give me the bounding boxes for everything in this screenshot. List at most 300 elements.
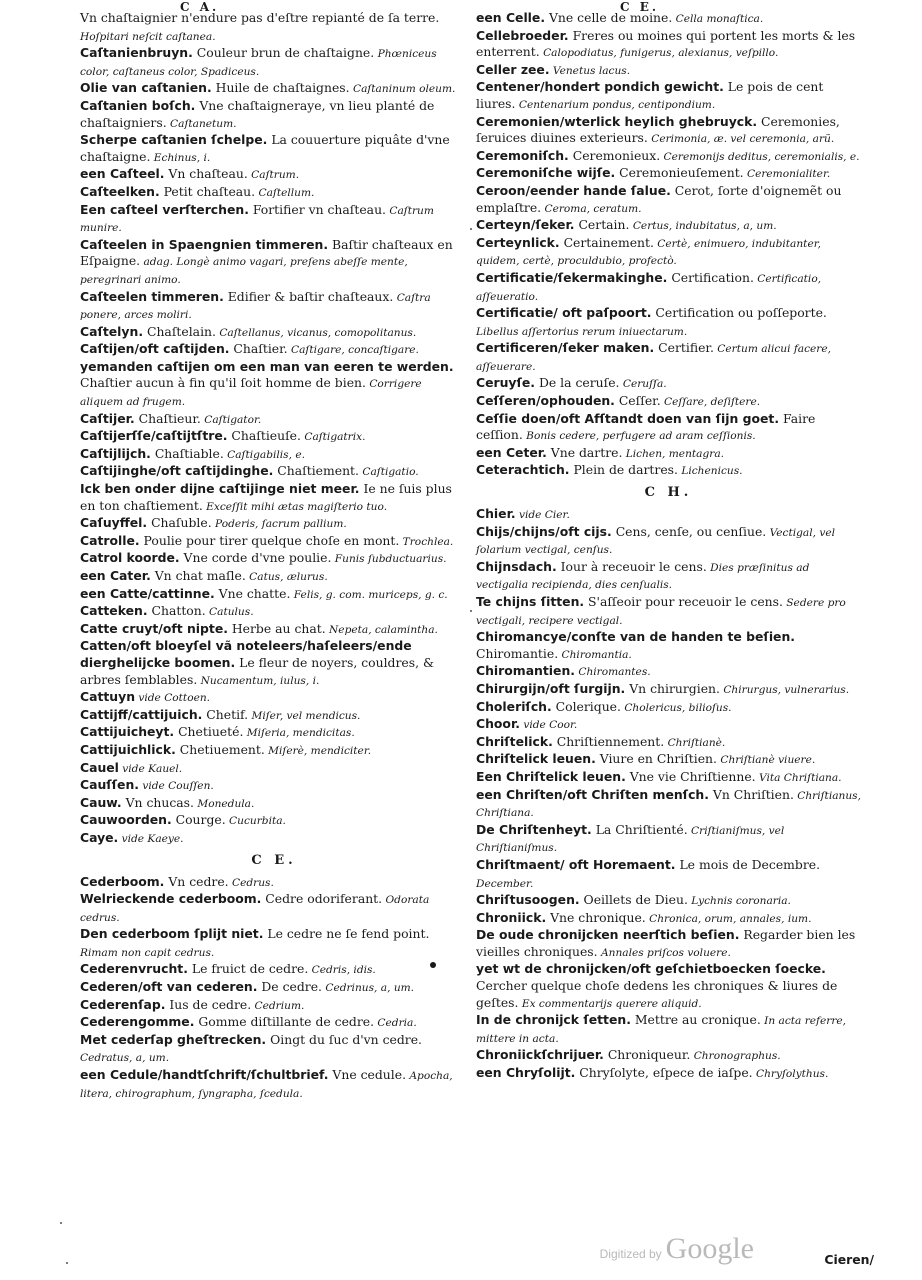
- latin-gloss: Cedris, idis.: [308, 964, 376, 977]
- dictionary-entry: [80, 621, 468, 639]
- latin-gloss: Caſtigatio.: [358, 466, 419, 479]
- headword: Chirurgijn/oft ſurgijn.: [476, 680, 626, 696]
- dictionary-entry: [80, 481, 468, 515]
- french-gloss: Iour à receuoir le cens.: [556, 558, 707, 574]
- latin-gloss: Cedratus, a, um.: [80, 1052, 170, 1065]
- headword: Certeynlick.: [476, 234, 560, 250]
- french-gloss: Vn chirurgien.: [625, 680, 720, 696]
- latin-gloss: Catus, ælurus.: [245, 571, 328, 583]
- headword: Cederen/oft van cederen.: [80, 979, 258, 995]
- headword: Ceſſeren/ophouden.: [476, 393, 615, 409]
- french-gloss: Chetiuement.: [175, 741, 265, 757]
- latin-gloss: Hoſpitari neſcit caſtanea.: [80, 30, 216, 43]
- headword: Een caſteel verſterchen.: [80, 201, 249, 217]
- headword: een Catte/cattinne.: [80, 585, 215, 601]
- headword: Caſtelyn.: [80, 323, 144, 339]
- latin-gloss: Lychnis coronaria.: [687, 895, 791, 908]
- dictionary-entry: [476, 594, 861, 629]
- french-gloss: Certifier.: [654, 340, 714, 356]
- french-gloss: Ceremonieux.: [568, 147, 661, 163]
- dictionary-entry: [80, 926, 468, 961]
- latin-gloss: Poderis, ſacrum pallium.: [211, 518, 347, 531]
- headword: Certificatie/ oft paſpoort.: [476, 305, 652, 321]
- french-gloss: Vn chaſtaignier n'endure pas d'eſtre repianté de ſa terre.: [80, 10, 440, 25]
- latin-gloss: Chiromantia.: [558, 648, 632, 661]
- headword: Catrolle.: [80, 532, 140, 548]
- headword: Catten/oft bloeyſel vã noteleers/haſeleers/ende dierghelijcke boomen.: [80, 638, 412, 670]
- french-gloss: Cedre odoriferant.: [261, 891, 383, 907]
- french-gloss: Colerique.: [551, 698, 621, 714]
- french-gloss: Edifier & baſtir chaſteaux.: [223, 288, 394, 304]
- dictionary-entry: [80, 411, 468, 429]
- latin-gloss: Ceruſſa.: [619, 378, 667, 391]
- french-gloss: Vne chronique.: [546, 909, 646, 925]
- dictionary-entry: [476, 148, 861, 166]
- latin-gloss: Vectigal, vel ſolarium vectigal, cenſus.: [476, 526, 835, 557]
- headword: Caſteelken.: [80, 183, 160, 199]
- latin-gloss: Ceremonijs deditus, ceremonialis, e.: [660, 150, 860, 163]
- french-gloss: Vn chat maſle.: [150, 568, 246, 583]
- dictionary-entry: [80, 603, 468, 621]
- dictionary-entry: [476, 910, 861, 928]
- headword: Cauel: [80, 759, 119, 775]
- french-gloss: Certification.: [667, 269, 754, 285]
- latin-gloss: Vita Chriſtiana.: [755, 771, 842, 784]
- latin-gloss: Cedrus.: [228, 876, 274, 889]
- latin-gloss: Chronica, orum, annales, ium.: [645, 912, 812, 925]
- french-gloss: Le fleur de noyers, couldres, & arbres ſemblables.: [80, 654, 434, 687]
- french-gloss: Vne chaſtaigneraye, vn lieu planté de chaſtaigniers.: [80, 97, 435, 130]
- headword: Cauwoorden.: [80, 812, 172, 828]
- headword: yemanden caſtijen om een man van eeren te werden.: [80, 358, 454, 374]
- french-gloss: Chetif.: [202, 706, 249, 722]
- headword: Cattijff/cattijuich.: [80, 706, 203, 722]
- french-gloss: Baſtir chaſteaux en Eſpaigne.: [80, 236, 453, 269]
- french-gloss: Vn Chriſtien.: [708, 786, 794, 802]
- french-gloss: Ius de cedre.: [165, 996, 252, 1012]
- french-gloss: Certain.: [574, 217, 630, 233]
- french-gloss: Oingt du ſuc d'vn cedre.: [266, 1031, 422, 1047]
- headword: Cederengomme.: [80, 1014, 195, 1030]
- dictionary-entry: [80, 289, 468, 324]
- french-gloss: Mettre au cronique.: [630, 1012, 761, 1028]
- french-gloss: Vne celle de moine.: [545, 10, 673, 25]
- dictionary-entry: [476, 1047, 861, 1065]
- headword: Chroniick.: [476, 909, 547, 925]
- french-gloss: Huile de chaſtaignes.: [211, 80, 350, 96]
- headword: een Cater.: [80, 568, 151, 583]
- headword: Caſuyffel.: [80, 515, 148, 531]
- latin-gloss: Chriſtianè viuere.: [716, 754, 816, 767]
- dictionary-entry: [80, 812, 468, 830]
- latin-gloss: Miſer, vel mendicus.: [248, 709, 361, 722]
- dictionary-entry: [80, 10, 468, 45]
- latin-gloss: Caſtanetum.: [166, 117, 237, 130]
- headword: De Chriſtenheyt.: [476, 821, 592, 837]
- headword: Caſtanienbruyn.: [80, 45, 193, 61]
- dictionary-entry: [476, 927, 861, 961]
- dictionary-entry: [80, 724, 468, 742]
- french-gloss: Chriſtiennement.: [552, 733, 665, 749]
- latin-gloss: Cedria.: [374, 1017, 417, 1030]
- latin-gloss: Centenarium pondus, centipondium.: [515, 98, 716, 111]
- dictionary-entry: [476, 217, 861, 235]
- french-gloss: Regarder bien les vieilles chroniques.: [476, 927, 856, 959]
- latin-gloss: Criſtianiſmus, vel Chriſtianiſmus.: [476, 824, 785, 855]
- running-header-right: C E.: [620, 0, 660, 14]
- latin-gloss: vide Kaeye.: [118, 832, 184, 845]
- dictionary-entry: [80, 795, 468, 813]
- headword: een Cedule/handtſchrift/ſchultbrief.: [80, 1067, 329, 1083]
- french-gloss: Couleur brun de chaſtaigne.: [192, 45, 375, 61]
- dictionary-entry: [476, 751, 861, 769]
- dictionary-entry: [80, 777, 468, 795]
- headword: Celler zee.: [476, 61, 550, 77]
- headword: Ceruyſe.: [476, 375, 536, 391]
- headword: Caſteelen in Spaengnien timmeren.: [80, 236, 329, 252]
- headword: Certeyn/ſeker.: [476, 217, 575, 233]
- headword: Ceſſie doen/oft Afſtandt doen van ſijn goet.: [476, 410, 780, 426]
- headword: Olie van caſtanien.: [80, 80, 212, 96]
- latin-gloss: Caſtigabilis, e.: [223, 448, 305, 461]
- headword: een Chriſten/oft Chriſten menſch.: [476, 786, 709, 802]
- dictionary-entry: [476, 10, 861, 28]
- french-gloss: Chaſtier.: [229, 341, 288, 357]
- french-gloss: Petit chaſteau.: [159, 183, 256, 199]
- french-gloss: Vne cedule.: [328, 1067, 407, 1083]
- dictionary-entry: [80, 586, 468, 604]
- headword: Een Chriſtelick leuen.: [476, 768, 626, 784]
- dictionary-entry: [476, 445, 861, 463]
- dictionary-entry: [476, 629, 861, 663]
- latin-gloss: Caſtigatrix.: [300, 431, 366, 444]
- latin-gloss: Exceſſit mihi ætas magiſterio tuo.: [202, 500, 388, 513]
- french-gloss: Chaſtelain.: [143, 323, 216, 339]
- dictionary-entry: [476, 114, 861, 148]
- french-gloss: Vn chucas.: [121, 794, 194, 810]
- speck: [60, 1222, 62, 1224]
- dictionary-entry: [476, 769, 861, 787]
- latin-gloss: Certificatio, aſſeueratio.: [476, 272, 822, 303]
- headword: Ceterachtich.: [476, 462, 570, 478]
- french-gloss: Chiromantie.: [476, 645, 559, 661]
- dictionary-entry: [476, 340, 861, 375]
- dictionary-entry: [476, 1012, 861, 1047]
- latin-gloss: Caſtigator.: [200, 413, 262, 426]
- dictionary-entry: [80, 341, 468, 359]
- dictionary-entry: [80, 45, 468, 80]
- french-gloss: La Chriſtienté.: [591, 821, 688, 837]
- dictionary-entry: [476, 235, 861, 270]
- headword: Caſtijlijch.: [80, 445, 151, 461]
- dictionary-entry: [80, 689, 468, 707]
- dictionary-entry: [80, 550, 468, 568]
- headword: Ceroon/eender hande ſalue.: [476, 182, 671, 198]
- dictionary-entry: [476, 375, 861, 393]
- headword: Caſtijerſſe/caſtijtſtre.: [80, 428, 228, 444]
- headword: yet wt de chronijcken/oft geſchietboecken ſoecke.: [476, 961, 826, 977]
- latin-gloss: Certè, enimuero, indubitanter, quidem, certè, proculdubio, profectò.: [476, 237, 821, 268]
- french-gloss: Certification ou poſſeporte.: [651, 305, 827, 321]
- headword: Chiromantien.: [476, 663, 575, 679]
- dictionary-entry: [476, 270, 861, 305]
- latin-gloss: December.: [476, 877, 534, 890]
- french-gloss: Fortifier vn chaſteau.: [248, 201, 386, 217]
- french-gloss: De cedre.: [257, 979, 322, 995]
- dictionary-entry: [476, 663, 861, 681]
- latin-gloss: Cella monaſtica.: [672, 13, 764, 25]
- latin-gloss: Miſerè, mendiciter.: [264, 744, 372, 757]
- french-gloss: Ie ne ſuis plus en ton chaſtiement.: [80, 481, 452, 513]
- latin-gloss: Ceroma, ceratum.: [541, 202, 642, 215]
- dictionary-entry: [80, 202, 468, 237]
- headword: Choleriſch.: [476, 698, 552, 714]
- french-gloss: Chaſtiement.: [273, 463, 359, 479]
- ink-dot: [430, 962, 436, 968]
- french-gloss: Ceſſer.: [614, 393, 661, 409]
- french-gloss: Chaſtieur.: [134, 410, 201, 426]
- headword: Chier.: [476, 506, 516, 522]
- headword: een Caſteel.: [80, 166, 165, 182]
- dictionary-entry: [80, 874, 468, 892]
- latin-gloss: Certum alicui facere, aſſeuerare.: [476, 343, 831, 373]
- french-gloss: Vne dartre.: [546, 444, 623, 460]
- dictionary-entry: [80, 979, 468, 997]
- latin-gloss: Chryſolythus.: [752, 1068, 829, 1081]
- latin-gloss: Cedrinus, a, um.: [321, 982, 415, 995]
- headword: Chroniickſchrijuer.: [476, 1047, 604, 1063]
- headword: Caye.: [80, 829, 119, 845]
- latin-gloss: Lichen, mentagra.: [622, 447, 725, 460]
- latin-gloss: Caſtigare, concaſtigare.: [287, 344, 419, 357]
- dictionary-entry: [80, 98, 468, 132]
- dictionary-entry: [476, 524, 861, 559]
- dictionary-entry: [476, 165, 861, 183]
- headword: Chriſtusoogen.: [476, 892, 580, 908]
- headword: De oude chronijcken neerſtich beſien.: [476, 927, 740, 943]
- dictionary-entry: [80, 132, 468, 166]
- latin-gloss: adag. Longè animo vagari, preſens abeſſe mente, peregrinari animo.: [80, 256, 408, 286]
- latin-gloss: Caſtellum.: [255, 186, 315, 199]
- french-gloss: Faire ceſſion.: [476, 410, 816, 443]
- dictionary-entry: [80, 760, 468, 778]
- dictionary-entry: [80, 568, 468, 586]
- section-heading: C E.: [251, 852, 297, 868]
- headword: Cattijuichlick.: [80, 741, 176, 757]
- dictionary-entry: [80, 463, 468, 481]
- latin-gloss: Corrigere aliquem ad frugem.: [80, 378, 422, 409]
- french-gloss: Ceremonieuſement.: [615, 165, 744, 181]
- latin-gloss: Cucurbita.: [225, 815, 286, 828]
- headword: Chijnsdach.: [476, 558, 557, 574]
- dictionary-entry: [80, 166, 468, 184]
- dictionary-entry: [476, 62, 861, 80]
- headword: Cederenſap.: [80, 996, 166, 1012]
- right-column: [476, 10, 861, 1083]
- headword: Centener/hondert pondich gewicht.: [476, 79, 724, 95]
- catchword: Cieren/: [824, 1252, 874, 1267]
- dictionary-entry: [476, 699, 861, 717]
- headword: Cauſſen.: [80, 777, 139, 793]
- latin-gloss: Cedrium.: [251, 999, 305, 1012]
- dictionary-entry: [476, 393, 861, 411]
- french-gloss: De la ceruſe.: [535, 375, 620, 391]
- latin-gloss: Caſtrum munire.: [80, 204, 434, 235]
- headword: Choor.: [476, 716, 520, 732]
- latin-gloss: Chriſtianè.: [664, 736, 726, 749]
- headword: Ceremoniſch.: [476, 147, 569, 163]
- latin-gloss: vide Cier.: [515, 509, 570, 522]
- latin-gloss: In acta referre, mittere in acta.: [476, 1015, 847, 1045]
- latin-gloss: Odorata cedrus.: [80, 894, 430, 924]
- dictionary-entry: [476, 79, 861, 113]
- french-gloss: Chryſolyte, eſpece de iaſpe.: [575, 1065, 753, 1081]
- dictionary-entry: [476, 822, 861, 857]
- dictionary-entry: [80, 891, 468, 926]
- french-gloss: Poulie pour tirer quelque choſe en mont.: [139, 532, 400, 548]
- latin-gloss: Trochlea.: [399, 535, 454, 548]
- latin-gloss: Calopodiatus, funigerus, alexianus, veſpillo.: [539, 47, 779, 60]
- french-gloss: Ceremonies, ſeruices diuines exterieurs.: [476, 113, 840, 146]
- dictionary-entry: [80, 237, 468, 289]
- dictionary-entry: [80, 184, 468, 202]
- dictionary-entry: [476, 857, 861, 892]
- latin-gloss: Venetus lacus.: [549, 64, 631, 77]
- speck: [66, 1262, 68, 1264]
- french-gloss: Chatton.: [147, 603, 206, 619]
- latin-gloss: Ceſſare, deſiſtere.: [660, 396, 761, 409]
- headword: een Chryſolijt.: [476, 1065, 576, 1081]
- french-gloss: Vne chatte.: [214, 585, 291, 601]
- headword: Te chijns ſitten.: [476, 594, 585, 609]
- digitized-watermark: [600, 1232, 754, 1266]
- dictionary-entry: [80, 1032, 468, 1067]
- latin-gloss: Rimam non capit cedrus.: [80, 946, 215, 959]
- headword: Caſtijer.: [80, 410, 135, 426]
- latin-gloss: Caſtellanus, vicanus, comopolitanus.: [215, 326, 417, 339]
- latin-gloss: Caſtra ponere, arces moliri.: [80, 291, 431, 322]
- headword: Ceremoniſche wijſe.: [476, 165, 616, 181]
- dictionary-entry: [476, 411, 861, 445]
- latin-gloss: Ceremonialiter.: [743, 168, 831, 181]
- headword: Welrieckende cederboom.: [80, 891, 262, 907]
- headword: Chriſtelick leuen.: [476, 751, 596, 767]
- headword: Caſtijinghe/oft caſtijdinghe.: [80, 463, 274, 479]
- latin-gloss: Catulus.: [205, 606, 254, 619]
- latin-gloss: Chiromantes.: [574, 666, 651, 679]
- french-gloss: Certainement.: [559, 234, 654, 250]
- french-gloss: Courge.: [171, 812, 226, 828]
- headword: Caſtanien boſch.: [80, 97, 196, 113]
- french-gloss: Le pois de cent liures.: [476, 79, 824, 111]
- french-gloss: Vne vie Chriſtienne.: [625, 768, 756, 784]
- french-gloss: Chaſtiable.: [150, 445, 224, 461]
- french-gloss: Vne corde d'vne poulie.: [179, 550, 332, 566]
- headword: Ceremonien/wterlick heylich ghebruyck.: [476, 113, 758, 129]
- headword: een Ceter.: [476, 444, 547, 460]
- french-gloss: Plein de dartres.: [569, 462, 678, 478]
- dictionary-entry: [80, 830, 468, 848]
- headword: Certificeren/ſeker maken.: [476, 340, 655, 356]
- dictionary-entry: [80, 515, 468, 533]
- french-gloss: Herbe au chat.: [227, 620, 326, 636]
- headword: Catrol koorde.: [80, 550, 180, 566]
- headword: Chriſtelick.: [476, 733, 553, 749]
- latin-gloss: Caſtrum.: [247, 169, 300, 182]
- dictionary-entry: [476, 559, 861, 594]
- headword: een Celle.: [476, 10, 546, 25]
- french-gloss: Cercher quelque choſe dedens les chroniques & liures de geſtes.: [476, 978, 838, 1010]
- dictionary-entry: [80, 707, 468, 725]
- latin-gloss: Phœniceus color, caſtaneus color, Spadiceus.: [80, 48, 437, 78]
- latin-gloss: Chriſtianus, Chriſtiana.: [476, 789, 861, 820]
- dictionary-entry: [476, 1065, 861, 1083]
- latin-gloss: Lichenicus.: [677, 465, 743, 478]
- dictionary-entry: [476, 305, 861, 340]
- dictionary-entry: [476, 183, 861, 217]
- latin-gloss: Ex commentarijs querere aliquid.: [518, 997, 702, 1010]
- headword: Cattijuicheyt.: [80, 724, 175, 740]
- french-gloss: Freres ou moines qui portent les morts & les enterrent.: [476, 27, 856, 60]
- latin-gloss: Nucamentum, iulus, i.: [197, 674, 320, 687]
- french-gloss: Le mois de Decembre.: [675, 856, 821, 872]
- latin-gloss: Bonis cedere, perfugere ad aram ceſſionis.: [522, 430, 756, 443]
- headword: Den cederboom ſplijt niet.: [80, 926, 264, 942]
- latin-gloss: Libellus aſſertorius rerum iniuectarum.: [476, 325, 688, 338]
- headword: Cauw.: [80, 794, 122, 810]
- headword: Met cederſap gheſtrecken.: [80, 1031, 267, 1047]
- french-gloss: Chaſtier aucun à fin qu'il ſoit homme de bien.: [80, 375, 366, 391]
- latin-gloss: Dies præſinitus ad vectigalia recipienda, dies cenſualis.: [476, 561, 810, 592]
- latin-gloss: vide Kauel.: [118, 762, 183, 775]
- dictionary-entry: [80, 428, 468, 446]
- latin-gloss: Apocha, litera, chirographum, ſyngrapha, ſcedula.: [80, 1070, 453, 1100]
- headword: Cederboom.: [80, 873, 165, 889]
- latin-gloss: vide Cottoen.: [135, 692, 211, 705]
- french-gloss: Chroniqueur.: [603, 1047, 691, 1063]
- latin-gloss: Monedula.: [193, 797, 255, 810]
- dictionary-entry: [476, 961, 861, 1012]
- latin-gloss: Funis ſubductuarius.: [331, 553, 447, 566]
- dictionary-entry: [476, 28, 861, 62]
- french-gloss: Chaſuble.: [147, 515, 212, 531]
- latin-gloss: Cholericus, bilioſus.: [620, 701, 732, 714]
- dictionary-entry: [80, 1014, 468, 1032]
- headword: Chriſtmaent/ oft Horemaent.: [476, 856, 676, 872]
- latin-gloss: Chronographus.: [690, 1050, 781, 1063]
- latin-gloss: vide Coor.: [520, 719, 578, 732]
- french-gloss: La couuerture piquâte d'vne chaſtaigne.: [80, 132, 450, 164]
- dictionary-entry: [476, 892, 861, 910]
- headword: Caſtijen/oft caſtijden.: [80, 341, 230, 357]
- speck: [470, 228, 472, 230]
- dictionary-entry: [80, 533, 468, 551]
- headword: Cellebroeder.: [476, 27, 569, 43]
- headword: Caſteelen timmeren.: [80, 288, 224, 304]
- latin-gloss: Caſtaninum oleum.: [349, 83, 456, 96]
- dictionary-entry: [80, 359, 468, 411]
- latin-gloss: Chirurgus, vulnerarius.: [719, 683, 850, 696]
- watermark-prefix: Digitized by: [599, 1247, 662, 1261]
- french-gloss: Oeillets de Dieu.: [579, 892, 688, 908]
- dictionary-entry: [80, 961, 468, 979]
- french-gloss: Vn chaſteau.: [164, 166, 248, 182]
- french-gloss: Le cedre ne ſe fend point.: [263, 926, 430, 942]
- dictionary-entry: [476, 506, 861, 524]
- latin-gloss: vide Couſſen.: [139, 780, 214, 793]
- latin-gloss: Echinus, i.: [150, 151, 211, 164]
- french-gloss: Chaſtieuſe.: [227, 428, 301, 444]
